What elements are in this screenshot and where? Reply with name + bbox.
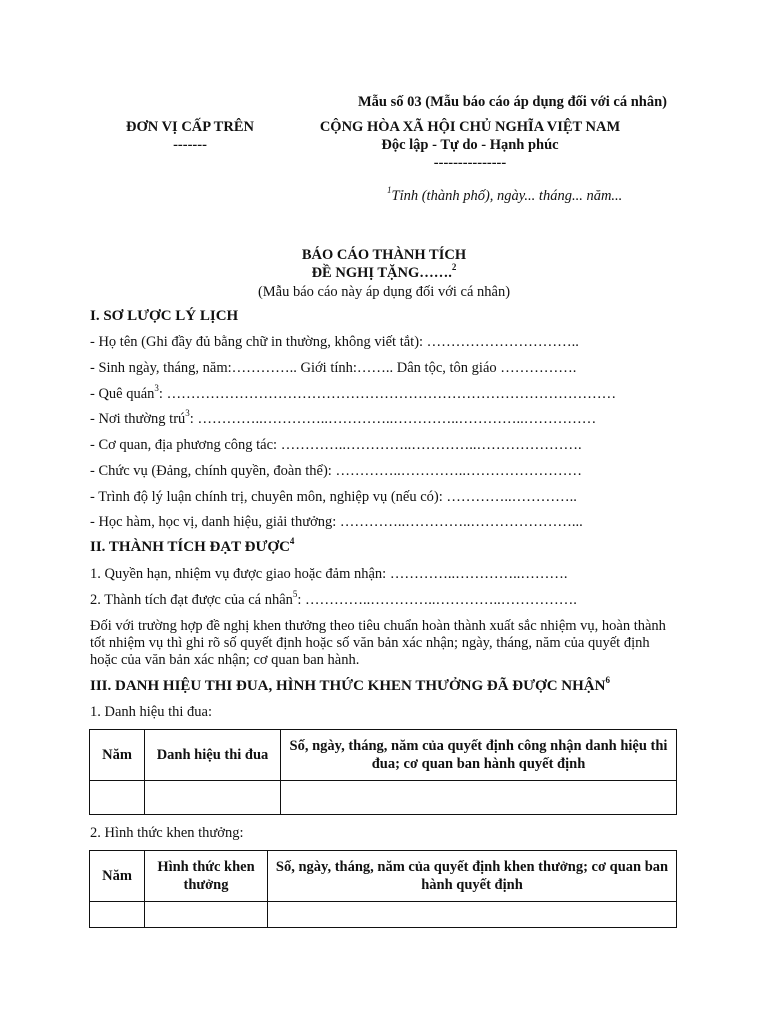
field-hometown-label: - Quê quán: [90, 386, 155, 402]
report-note: (Mẫu báo cáo này áp dụng đối với cá nhân): [257, 284, 511, 300]
section-1-heading: I. SƠ LƯỢC LÝ LỊCH: [90, 308, 239, 324]
footnote-ref: 3: [154, 383, 159, 394]
col-decision-header: Số, ngày, tháng, năm của quyết định công nhận danh hiệu thi đua; cơ quan ban hành quyết định: [281, 730, 677, 781]
table-header-row: [90, 730, 677, 781]
field-achievements: [90, 589, 577, 609]
section-2-heading: [90, 536, 295, 556]
field-achievements-dots: : …………..…………..…………..…………….: [297, 592, 577, 608]
table-cell[interactable]: [145, 781, 281, 815]
footnote-ref: 1: [387, 185, 392, 196]
footnote-ref: 3: [185, 408, 190, 419]
section-3-heading-text: III. DANH HIỆU THI ĐUA, HÌNH THỨC KHEN THƯỞNG ĐÃ ĐƯỢC NHẬN: [90, 678, 606, 694]
footnote-ref: 4: [289, 536, 295, 546]
table-cell[interactable]: [268, 902, 677, 928]
table-row: [90, 902, 677, 928]
emulation-titles-table: [89, 729, 677, 815]
subsection-emulation-titles: 1. Danh hiệu thi đua:: [90, 704, 213, 720]
field-hometown: [90, 383, 617, 403]
table-cell[interactable]: [90, 781, 145, 815]
section-3-heading: [90, 675, 610, 695]
table-header-row: [90, 851, 677, 902]
table-cell[interactable]: [281, 781, 677, 815]
col-year-header: Năm: [90, 851, 145, 902]
footnote-ref: 6: [605, 675, 610, 685]
col-title-header: Danh hiệu thi đua: [145, 730, 281, 781]
place-date: [387, 185, 623, 205]
field-duties: 1. Quyền hạn, nhiệm vụ được giao hoặc đảm nhận: …………..…………..……….: [90, 566, 568, 582]
motto: Độc lập - Tự do - Hạnh phúc: [381, 137, 559, 153]
place-date-text: Tỉnh (thành phố), ngày... tháng... năm...: [391, 188, 623, 204]
table-row: [90, 781, 677, 815]
upper-unit-divider: -------: [173, 137, 207, 153]
field-residence-label: - Nơi thường trú: [90, 411, 186, 427]
section-2-note: Đối với trường hợp đề nghị khen thưởng theo tiêu chuẩn hoàn thành xuất sắc nhiệm vụ, hoàn thành tốt nhiệm vụ thì ghi rõ số quyết định hoặc số văn bản xác nhận; ngày, tháng, năm của quyết định hoặc của văn bản xác nhận; cơ quan ban hành.: [90, 618, 666, 668]
nation-title: CỘNG HÒA XÃ HỘI CHỦ NGHĨA VIỆT NAM: [319, 119, 621, 135]
upper-unit-label: ĐƠN VỊ CẤP TRÊN: [126, 119, 254, 135]
form-number: Mẫu số 03 (Mẫu báo cáo áp dụng đối với cá nhân): [358, 94, 667, 110]
field-awards: - Học hàm, học vị, danh hiệu, giải thưởng: …………..…………..…………………...: [90, 514, 583, 530]
field-birth-gender-ethnicity: - Sinh ngày, tháng, năm:………….. Giới tính:…….. Dân tộc, tôn giáo …………….: [90, 360, 577, 376]
motto-divider: ---------------: [433, 155, 507, 171]
footnote-ref: 5: [292, 589, 298, 600]
field-workplace: - Cơ quan, địa phương công tác: …………..…………..…………..………………….: [90, 437, 582, 453]
report-subtitle: [0, 262, 768, 282]
table-cell[interactable]: [145, 902, 268, 928]
field-full-name: - Họ tên (Ghi đầy đủ bằng chữ in thường, không viết tắt): …………………………..: [90, 334, 579, 350]
subsection-commendations: 2. Hình thức khen thưởng:: [90, 825, 244, 841]
field-position: - Chức vụ (Đảng, chính quyền, đoàn thể): …………..…………..……………………: [90, 463, 582, 479]
col-year-header: Năm: [90, 730, 145, 781]
section-2-heading-text: II. THÀNH TÍCH ĐẠT ĐƯỢC: [90, 539, 290, 555]
field-education: - Trình độ lý luận chính trị, chuyên môn, nghiệp vụ (nếu có): …………..…………..: [90, 489, 577, 505]
col-form-header: Hình thức khen thưởng: [145, 851, 268, 902]
report-subtitle-text: ĐỀ NGHỊ TẶNG…….: [311, 265, 452, 281]
field-hometown-dots: : …………………………………………………………………………………: [158, 386, 617, 402]
field-residence: [90, 408, 597, 428]
footnote-ref: 2: [451, 262, 457, 273]
table-cell[interactable]: [90, 902, 145, 928]
col-decision-header: Số, ngày, tháng, năm của quyết định khen thưởng; cơ quan ban hành quyết định: [268, 851, 677, 902]
report-title: BÁO CÁO THÀNH TÍCH: [301, 247, 467, 263]
field-residence-dots: : …………..…………..…………..…………..…………..……………: [189, 411, 597, 427]
commendations-table: [89, 850, 677, 928]
field-achievements-label: 2. Thành tích đạt được của cá nhân: [90, 592, 293, 608]
